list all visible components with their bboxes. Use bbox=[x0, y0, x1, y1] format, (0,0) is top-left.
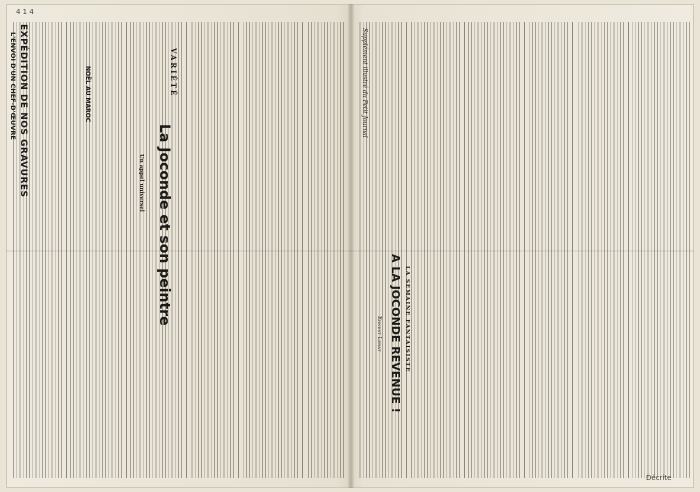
joconde-peintre-sub: Un appel universel bbox=[138, 154, 144, 212]
column-rule bbox=[238, 22, 239, 478]
revenue-title: A LA JOCONDE REVENUE ! bbox=[389, 254, 402, 413]
column-rule bbox=[406, 22, 407, 478]
column-rule bbox=[628, 22, 629, 478]
text-column bbox=[410, 22, 460, 478]
center-fold bbox=[348, 4, 354, 488]
expedition-subtitle: L'ENVOI D'UN CHEF-D'ŒUVRE bbox=[9, 32, 17, 140]
joconde-peintre-title: La Joconde et son peintre bbox=[156, 124, 172, 326]
folio-bottom: Décrite bbox=[646, 474, 672, 482]
text-column bbox=[632, 22, 690, 478]
newspaper-sheet bbox=[6, 4, 694, 488]
text-column bbox=[70, 22, 122, 478]
column-rule bbox=[572, 22, 573, 478]
supplement-label: Supplément illustré du Petit Journal bbox=[361, 28, 368, 138]
column-rule bbox=[302, 22, 303, 478]
text-column bbox=[190, 22, 234, 478]
revenue-byline: Ernest Lerat bbox=[376, 316, 382, 352]
text-column bbox=[306, 22, 344, 478]
column-rule bbox=[464, 22, 465, 478]
expedition-title: EXPÉDITION DE NOS GRAVURES bbox=[18, 24, 28, 198]
column-rule bbox=[186, 22, 187, 478]
variete-kicker: VARIÉTÉ bbox=[169, 48, 178, 98]
folio-top: 4 1 4 bbox=[16, 8, 34, 16]
semaine-label: LA SEMAINE FANTAISISTE bbox=[404, 266, 410, 373]
column-rule bbox=[524, 22, 525, 478]
text-column bbox=[528, 22, 568, 478]
text-column bbox=[242, 22, 298, 478]
column-rule bbox=[66, 22, 67, 478]
text-column bbox=[576, 22, 624, 478]
text-column bbox=[468, 22, 520, 478]
noel-title: NOËL AU MAROC bbox=[84, 66, 91, 123]
column-rule bbox=[126, 22, 127, 478]
